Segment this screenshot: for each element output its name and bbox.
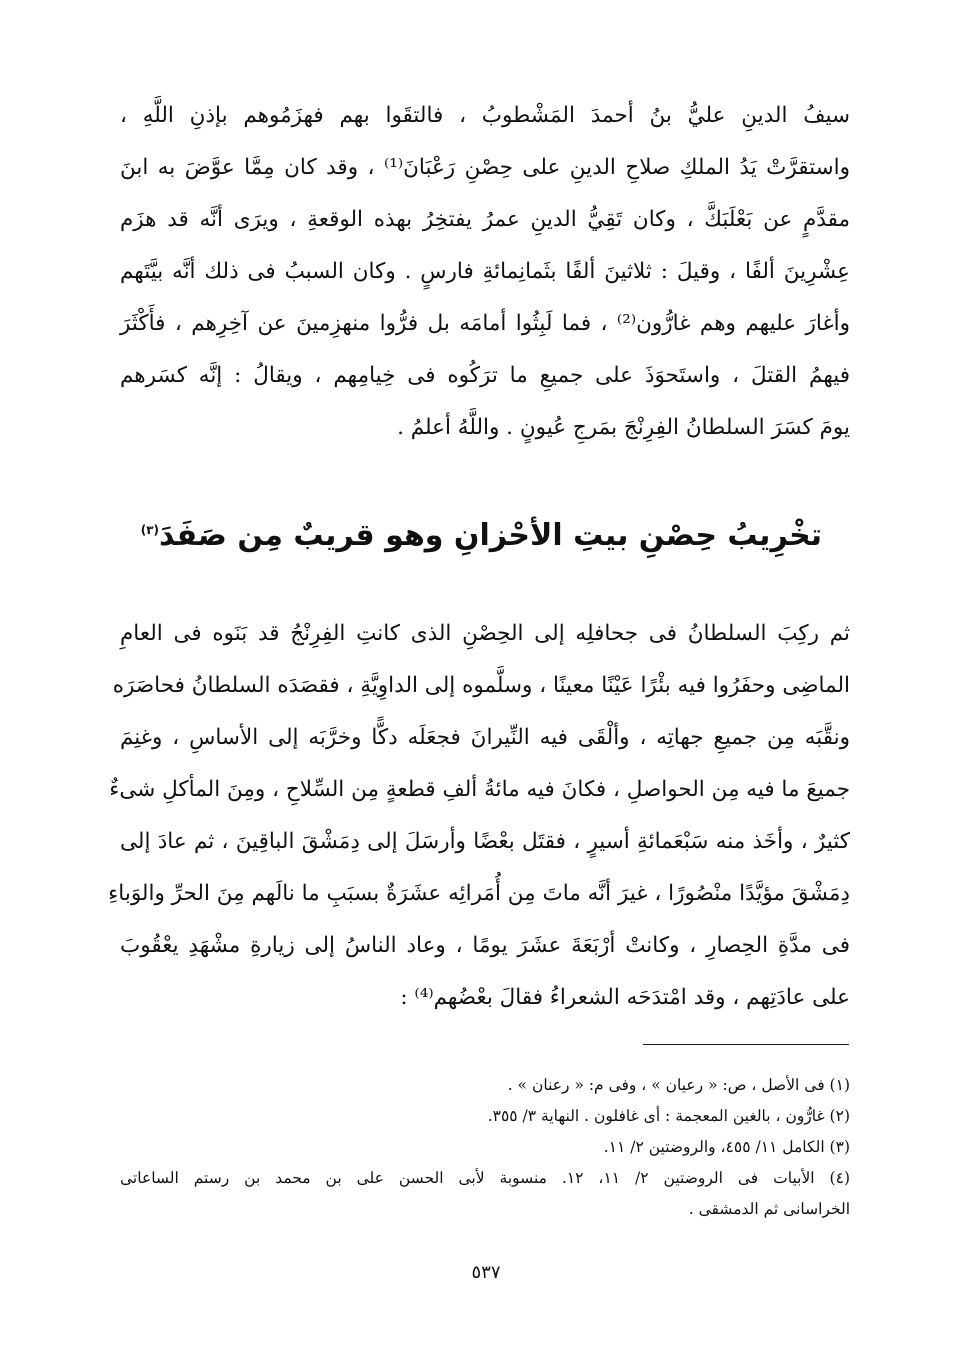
text-line: واستقرَّتْ يَدُ الملكِ صلاحِ الدينِ على حِصْنِ رَعْبَانَ⁽¹⁾ ، وقد كان مِمَّا عوَّضَ به ابنَ <box>120 155 850 180</box>
footnote-divider <box>643 1044 849 1045</box>
footnote-4-continued: الخراسانى ثم الدمشقى . <box>688 1200 850 1218</box>
text-line: عِشْرِينَ ألفًا ، وقيلَ : ثلاثينَ ألفًا بثَمانِمائةِ فارسٍ . وكان السببُ فى ذلك أنَّه بيَّتَهم <box>120 259 850 284</box>
section-heading <box>142 506 822 566</box>
text-line: ونقَّبَه مِن جميعِ جهاتِه ، وألْقَى فيه النِّيرانَ فجعَلَه دكًّا وخرَّبَه إلى الأساسِ ، وغنِمَ <box>120 725 850 750</box>
footnote-3: (٣) الكامل ١١/ ٤٥٥، والروضتين ٢/ ١١. <box>603 1138 850 1156</box>
section-heading-text: تخْرِيبُ حِصْنِ بيتِ الأحْزانِ وهو قريبٌ مِن صَفَدَ <box>159 518 822 553</box>
heading-footnote-marker: (٣) <box>140 523 159 537</box>
page-number: ٥٣٧ <box>471 1262 501 1283</box>
paragraph-1 <box>120 90 850 454</box>
text-line: وأغارَ عليهم وهم غارُّون⁽²⁾ ، فما لَبِثُوا أمامَه بل فرُّوا منهزِمينَ عن آخِرِهم ، فأَكْثَرَ <box>120 311 850 336</box>
footnote-4: (٤) الأبيات فى الروضتين ٢/ ١١، ١٢. منسوبة لأبى الحسن على بن محمد بن رستم الساعاتى <box>120 1169 850 1187</box>
text-line: على عادَتِهم ، وقد امْتدَحَه الشعراءُ فقالَ بعْضُهم⁽⁴⁾ : <box>400 985 850 1010</box>
text-line: ثم ركِبَ السلطانُ فى جحافلِه إلى الحِصْنِ الذى كانتِ الفِرِنْجُ قد بَنَوه فى العامِ <box>120 621 850 646</box>
footnote-1: (١) فى الأصل ، ص: « رعيان » ، وفى م: « رعنان » . <box>507 1076 850 1094</box>
text-line: سيفُ الدينِ عليُّ بنُ أحمدَ المَشْطوبُ ، فالتقَوا بهم فهزَمُوهم بإذنِ اللَّهِ ، <box>120 103 850 128</box>
text-line: فيهمُ القتلَ ، واستَحوَذَ على جميعِ ما ترَكُوه فى خِيامِهم ، ويقالُ : إنَّه كسَرهم <box>120 363 850 388</box>
text-line: مقدَّمٍ عن بَعْلَبَكَّ ، وكان تَقِيُّ الدينِ عمرُ يفتخِرُ بهذه الوقعةِ ، ويرَى أنَّه قد هزَم <box>120 207 850 232</box>
footnote-2: (٢) غارُّون ، بالغين المعجمة : أى غافلون . النهاية ٣/ ٣٥٥. <box>487 1107 850 1125</box>
paragraph-2 <box>108 608 850 1024</box>
text-line: كثيرٌ ، وأخَذ منه سَبْعَمائةِ أسيرٍ ، فقتَل بعْضًا وأرسَلَ إلى دِمَشْقَ الباقِينَ ، ثم عادَ إلى <box>120 829 850 854</box>
footnotes <box>120 1070 850 1225</box>
text-line: يومَ كسَرَ السلطانُ الفِرِنْجَ بمَرجِ عُيونٍ . واللَّهُ أعلمُ . <box>397 415 850 440</box>
text-line: فى مدَّةِ الحِصارِ ، وكانتْ أرْبَعَةَ عشَرَ يومًا ، وعاد الناسُ إلى زيارةِ مشْهَدِ يعْقُوبَ <box>120 933 850 958</box>
text-line: جميعَ ما فيه مِن الحواصلِ ، فكانَ فيه مائةُ ألفِ قطعةٍ مِن السِّلاحِ ، ومِنَ المأكلِ شىءٌ <box>109 777 850 802</box>
text-line: الماضِى وحفَرُوا فيه بئْرًا عَيْنًا معينًا ، وسلَّموه إلى الداوِيَّةِ ، فقصَدَه السلطانُ فحاصَرَه <box>112 673 850 698</box>
text-line: دِمَشْقَ مؤيَّدًا منْصُورًا ، غيرَ أنَّه ماتَ مِن أُمَرائِه عشَرَةٌ بسبَبِ ما نالَهم مِنَ الحرِّ والوَباءِ <box>108 881 850 906</box>
